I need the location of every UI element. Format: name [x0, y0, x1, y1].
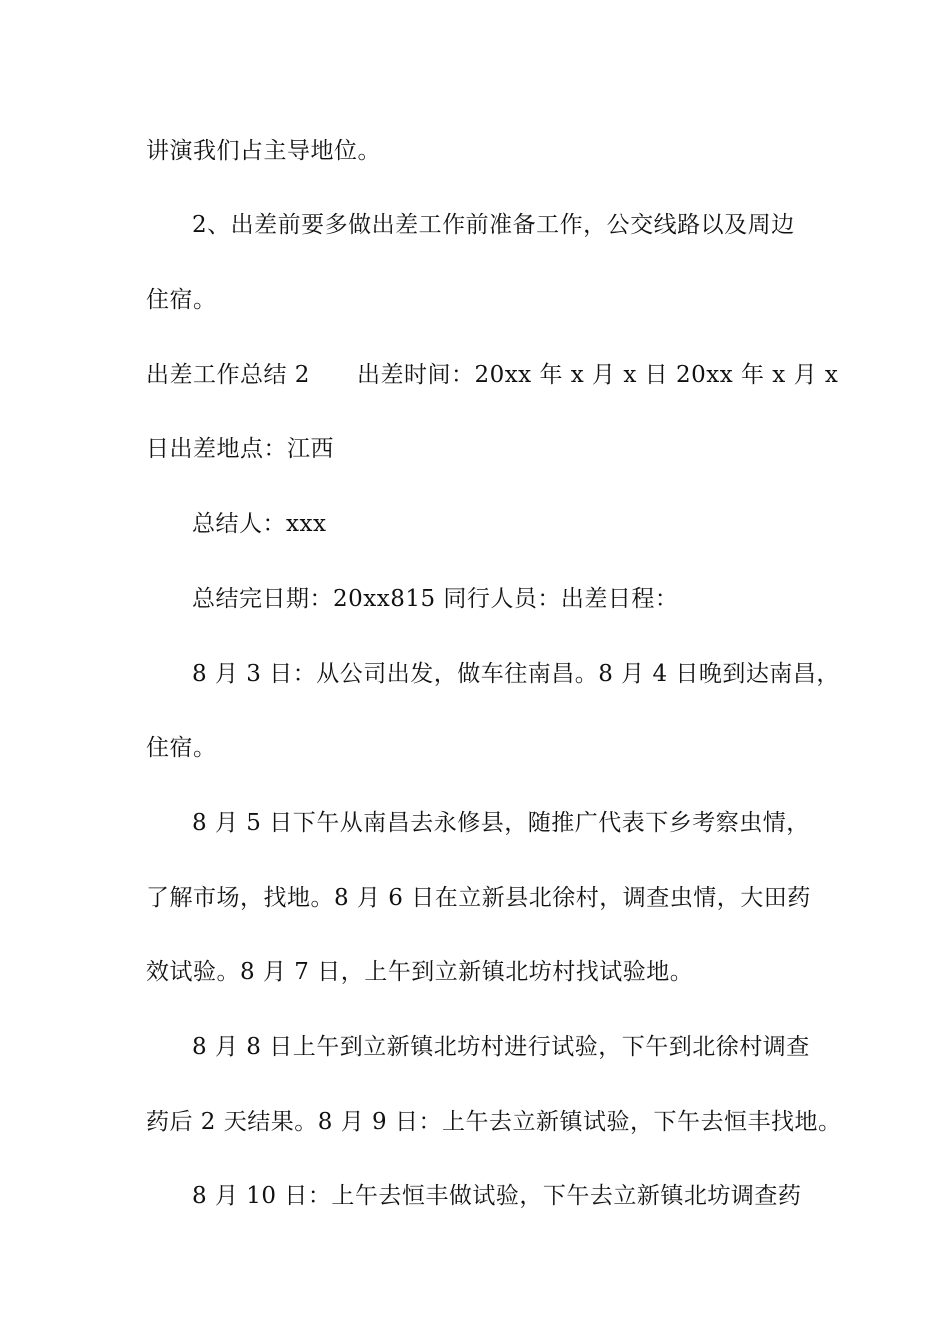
text-line: 了解市场，找地。8 月 6 日在立新县北徐村，调查虫情，大田药 [146, 885, 811, 911]
text-line: 住宿。 [146, 287, 217, 313]
text-line: 8 月 8 日上午到立新镇北坊村进行试验，下午到北徐村调查 [192, 1034, 810, 1060]
text-line: 总结人：xxx [192, 511, 327, 537]
text-line: 8 月 10 日：上午去恒丰做试验，下午去立新镇北坊调查药 [192, 1183, 802, 1209]
text-line: 效试验。8 月 7 日，上午到立新镇北坊村找试验地。 [146, 959, 694, 985]
text-line: 药后 2 天结果。8 月 9 日：上午去立新镇试验，下午去恒丰找地。 [146, 1109, 842, 1135]
text-line: 8 月 3 日：从公司出发，做车往南昌。8 月 4 日晚到达南昌， [192, 661, 840, 687]
section-heading-line: 出差工作总结 2 出差时间：20xx 年 x 月 x 日 20xx 年 x 月 x [146, 362, 839, 388]
text-line: 总结完日期：20xx815 同行人员：出差日程： [192, 586, 679, 612]
text-line: 日出差地点：江西 [146, 436, 334, 462]
text-line: 2、出差前要多做出差工作前准备工作，公交线路以及周边 [192, 212, 795, 238]
text-line: 讲演我们占主导地位。 [146, 138, 381, 164]
text-line: 8 月 5 日下午从南昌去永修县，随推广代表下乡考察虫情， [192, 810, 810, 836]
text-line: 住宿。 [146, 735, 217, 761]
